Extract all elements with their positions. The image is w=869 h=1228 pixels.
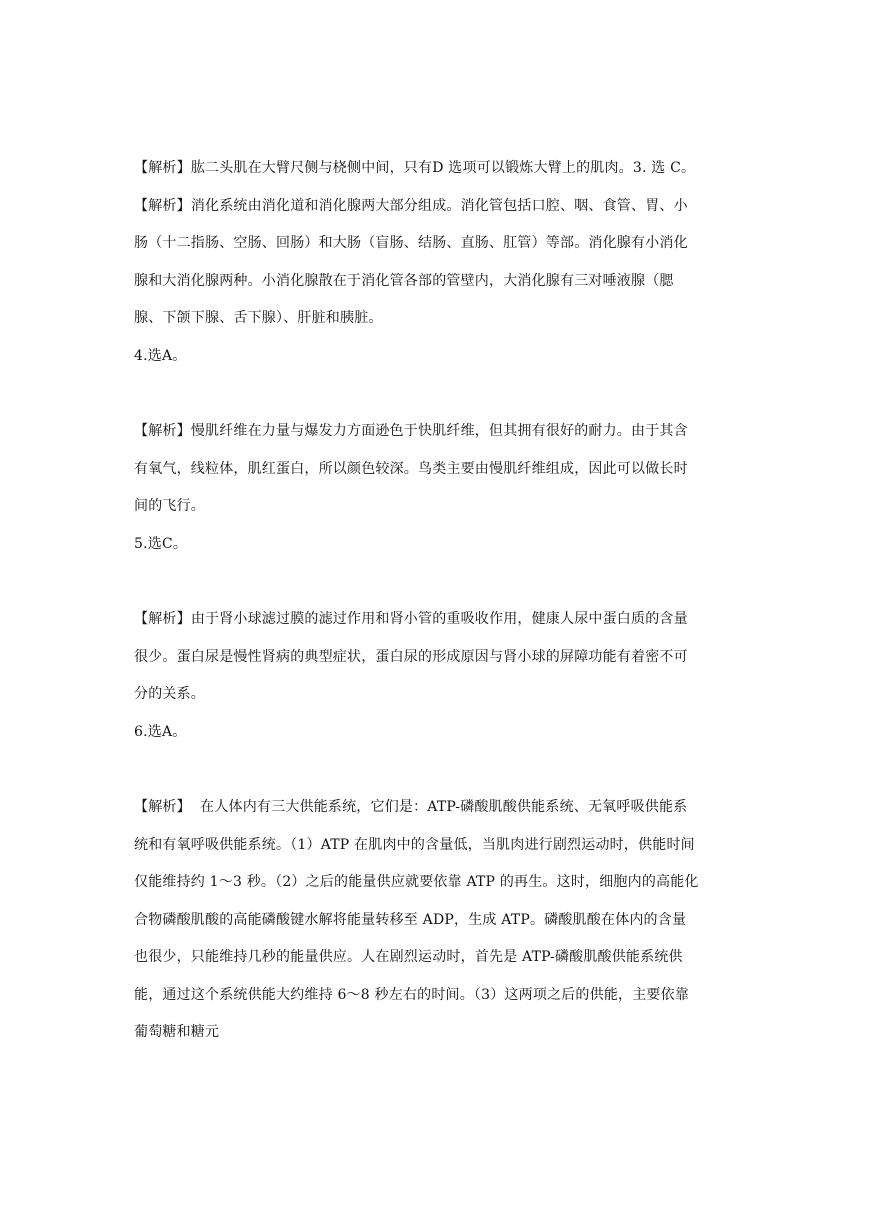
analysis-text: 由于肾小球滤过膜的滤过作用和肾小管的重吸收作用，健康人尿中蛋白质的含量很少。蛋白尿是慢性肾病的典型症状，蛋白尿的形成原因与肾小球的屏障功能有着密不可分的关系。 (134, 611, 688, 702)
analysis-text: 肱二头肌在大臂尺侧与桡侧中间，只有D 选项可以锻炼大臂上的肌肉。3. 选 C。 (190, 160, 696, 176)
analysis-paragraph-q5 (134, 601, 699, 714)
answer-line-q6: 6.选A。 (134, 723, 187, 740)
analysis-text: 消化系统由消化道和消化腺两大部分组成。消化管包括口腔、咽、食管、胃、小肠（十二指肠、空肠、回肠）和大肠（盲肠、结肠、直肠、肛管）等部。消化腺有小消化腺和大消化腺两种。小消化腺散在于消化管各部的管壁内，大消化腺有三对唾液腺（腮腺、下颌下腺、舌下腺）、肝脏和胰脏。 (134, 197, 688, 326)
analysis-text: 在人体内有三大供能系统，它们是：ATP-磷酸肌酸供能系统、无氧呼吸供能系统和有氧呼吸供能系统。（1）ATP 在肌肉中的含量低，当肌肉进行剧烈运动时，供能时间仅能维持约 1～3 秒。（2）之后的能量供应就要依靠 ATP 的再生。这时，细胞内的高能化合物磷酸肌酸的高能磷酸键水解将能量转移至 ADP，生成 ATP。磷酸肌酸在体内的含量也很少，只能维持几秒的能量供应。人在剧烈运动时，首先是 ATP-磷酸肌酸供能系统供能，通过这个系统供能大约维持 6～8 秒左右的时间。（3）这两项之后的供能，主要依靠葡萄糖和糖元 (134, 799, 699, 1040)
analysis-paragraph-q2 (134, 150, 699, 188)
analysis-paragraph-q3 (134, 188, 699, 338)
analysis-paragraph-q6 (134, 789, 699, 1052)
document-body (134, 150, 699, 1052)
analysis-tag: 【解析】 (134, 160, 191, 176)
analysis-tag: 【解析】 (134, 423, 191, 439)
analysis-tag: 【解析】 (134, 611, 191, 627)
analysis-paragraph-q4 (134, 413, 699, 526)
analysis-tag: 【解析】 (134, 197, 191, 214)
answer-line-q4: 4.选A。 (134, 347, 187, 364)
analysis-text: 慢肌纤维在力量与爆发力方面逊色于快肌纤维，但其拥有很好的耐力。由于其含有氧气，线粒体，肌红蛋白，所以颜色较深。鸟类主要由慢肌纤维组成，因此可以做长时间的飞行。 (134, 423, 688, 514)
answer-line-q5: 5.选C。 (134, 535, 188, 552)
analysis-tag: 【解析】 (134, 799, 191, 815)
